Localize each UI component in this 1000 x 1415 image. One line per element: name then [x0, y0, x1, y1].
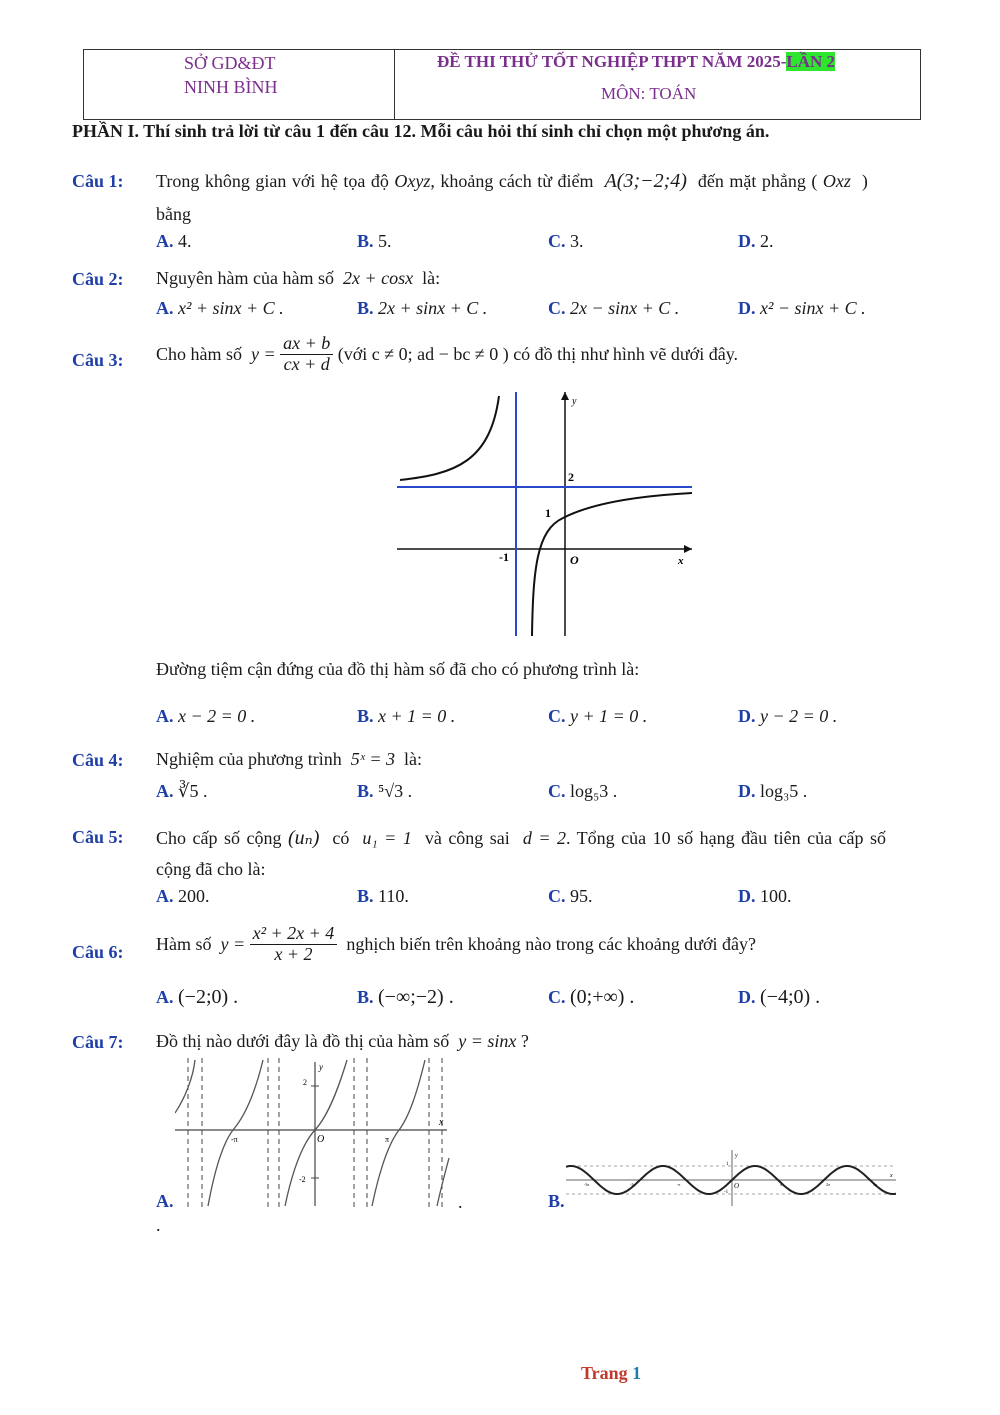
q7a-curves	[175, 1060, 449, 1206]
q7a-label-2: 2	[303, 1078, 307, 1087]
org-line2: NINH BÌNH	[184, 77, 278, 97]
q3-tick-1: 1	[545, 506, 551, 520]
q7-text: Đồ thị nào dưới đây là đồ thị của hàm số y = sinx ?	[156, 1031, 529, 1051]
q5-option-b[interactable]: B. 110.	[357, 886, 409, 906]
q3-text: Cho hàm số y = $\frac{ax + b}{cx + d}$ (với c ≠ 0; ad − bc ≠ 0 ) có đồ thị như hình vẽ dưới đây.	[156, 333, 739, 374]
q7a-label-minus-pi: -π	[231, 1135, 238, 1144]
q7-option-b-letter[interactable]: B.	[548, 1191, 565, 1211]
q2-option-a[interactable]: A. x² + sinx + C .	[156, 298, 284, 318]
q3-curve-left	[400, 396, 499, 480]
q7-option-a-letter[interactable]: A.	[156, 1191, 174, 1211]
q7-graph-a[interactable]	[175, 1058, 450, 1208]
q3-y-arrow	[561, 392, 569, 400]
q7b-tick-6: 3π	[873, 1182, 878, 1187]
q7b-tick-3: -π	[677, 1182, 681, 1187]
q7-graph-a-dot: .	[458, 1192, 463, 1212]
q7-stray-dot: .	[156, 1215, 161, 1235]
q5-option-c[interactable]: C. 95.	[548, 886, 593, 906]
q3-curve-right	[532, 493, 692, 636]
org-line1: SỞ GD&ĐT	[184, 53, 276, 73]
q3-option-a[interactable]: A. x − 2 = 0 .	[156, 706, 256, 726]
q5-text: Cho cấp số cộng (uₙ) có u₁ = 1 và công sai d = 2. Tổng của 10 số hạng đầu tiên của cấp số	[156, 827, 887, 849]
q4-option-d[interactable]: D. log₃5 .	[738, 781, 808, 801]
exam-title: ĐỀ THI THỬ TỐT NGHIỆP THPT NĂM 2025-LẦN 2	[437, 52, 836, 71]
q7b-tick-4: π	[780, 1182, 783, 1187]
q6-text: Hàm số y = $\frac{\text{x² + 2x + 4}}{x + 2}$ nghịch biến trên khoảng nào trong các khoảng dưới đây?	[156, 923, 756, 964]
exam-round-highlight: LẦN 2	[786, 52, 836, 71]
q7a-label-pi: π	[385, 1135, 390, 1144]
q7b-tick-5: 2π	[826, 1182, 831, 1187]
q4-option-a[interactable]: A. ∛5 .	[156, 781, 208, 801]
q7b-label-1: 1	[726, 1162, 729, 1167]
q5-text-cont: cộng đã cho là:	[156, 859, 266, 879]
q3-x-label: x	[678, 555, 684, 567]
q3-origin: O	[570, 553, 579, 567]
q1-option-d[interactable]: D. 2.	[738, 231, 774, 251]
q6-option-a[interactable]: A. (−2;0) .	[156, 986, 239, 1008]
q7-graph-b[interactable]	[566, 1148, 898, 1208]
q5-option-d[interactable]: D. 100.	[738, 886, 792, 906]
q3-y-label: y	[572, 396, 577, 407]
q3-x-arrow	[684, 545, 692, 553]
q4-label: Câu 4:	[72, 750, 124, 770]
q3-hyperbola-graph	[395, 388, 695, 643]
q7a-origin: O	[317, 1134, 325, 1145]
q2-option-b[interactable]: B. 2x + sinx + C .	[357, 298, 488, 318]
q3-tick-2: 2	[568, 470, 574, 484]
q6-label: Câu 6:	[72, 942, 124, 962]
q3-option-b[interactable]: B. x + 1 = 0 .	[357, 706, 456, 726]
q3-label: Câu 3:	[72, 350, 124, 370]
q2-text: Nguyên hàm của hàm số 2x + cosx là:	[156, 268, 441, 288]
q5-label: Câu 5:	[72, 827, 124, 847]
q4-text: Nghiệm của phương trình 5ˣ = 3 là:	[156, 749, 422, 769]
q4-option-c[interactable]: C. log₅3 .	[548, 781, 618, 801]
q6-fraction: $\frac{\text{x² + 2x + 4}}{x + 2}$	[250, 924, 338, 965]
q2-label: Câu 2:	[72, 269, 124, 289]
q7a-y-label: y	[319, 1062, 323, 1072]
q5-option-a[interactable]: A. 200.	[156, 886, 210, 906]
q7b-tick-1: -3π	[584, 1182, 590, 1187]
q2-option-d[interactable]: D. x² − sinx + C .	[738, 298, 866, 318]
q1-option-a[interactable]: A. 4.	[156, 231, 192, 251]
q1-label: Câu 1:	[72, 171, 124, 191]
q1-text-cont: bằng	[156, 204, 191, 224]
q3-option-c[interactable]: C. y + 1 = 0 .	[548, 706, 648, 726]
q7b-label-minus1: -1	[724, 1190, 729, 1195]
q6-option-d[interactable]: D. (−4;0) .	[738, 986, 821, 1008]
header-divider	[394, 50, 395, 119]
q3-option-d[interactable]: D. y − 2 = 0 .	[738, 706, 838, 726]
q3-question: Đường tiệm cận đứng của đồ thị hàm số đã cho có phương trình là:	[156, 659, 640, 679]
subject: MÔN: TOÁN	[601, 84, 697, 103]
q1-text: Trong không gian với hệ tọa độ Oxyz, khoảng cách từ điểm A(3;−2;4) đến mặt phẳng ( Oxz )	[156, 170, 868, 192]
q4-option-b[interactable]: B. ⁵√3 .	[357, 781, 413, 801]
q7a-label-minus2: -2	[299, 1175, 306, 1184]
q3-tick-minus1: -1	[499, 550, 509, 564]
q2-option-c[interactable]: C. 2x − sinx + C .	[548, 298, 680, 318]
q1-option-b[interactable]: B. 5.	[357, 231, 392, 251]
q7b-x-label: x	[890, 1173, 893, 1179]
q7b-tick-2: -2π	[630, 1182, 636, 1187]
page-footer: Trang 1	[581, 1363, 642, 1383]
q7a-x-label: x	[439, 1117, 444, 1128]
q6-option-c[interactable]: C. (0;+∞) .	[548, 986, 635, 1008]
q7-label: Câu 7:	[72, 1032, 124, 1052]
q7b-origin: O	[734, 1182, 740, 1190]
section-title: PHẦN I. Thí sinh trả lời từ câu 1 đến câu 12. Mỗi câu hỏi thí sinh chỉ chọn một phương án.	[72, 121, 770, 141]
q1-option-c[interactable]: C. 3.	[548, 231, 584, 251]
q6-option-b[interactable]: B. (−∞;−2) .	[357, 986, 454, 1008]
q7b-y-label: y	[735, 1153, 738, 1159]
q3-fraction: $\frac{ax + b}{cx + d}$	[280, 334, 333, 375]
